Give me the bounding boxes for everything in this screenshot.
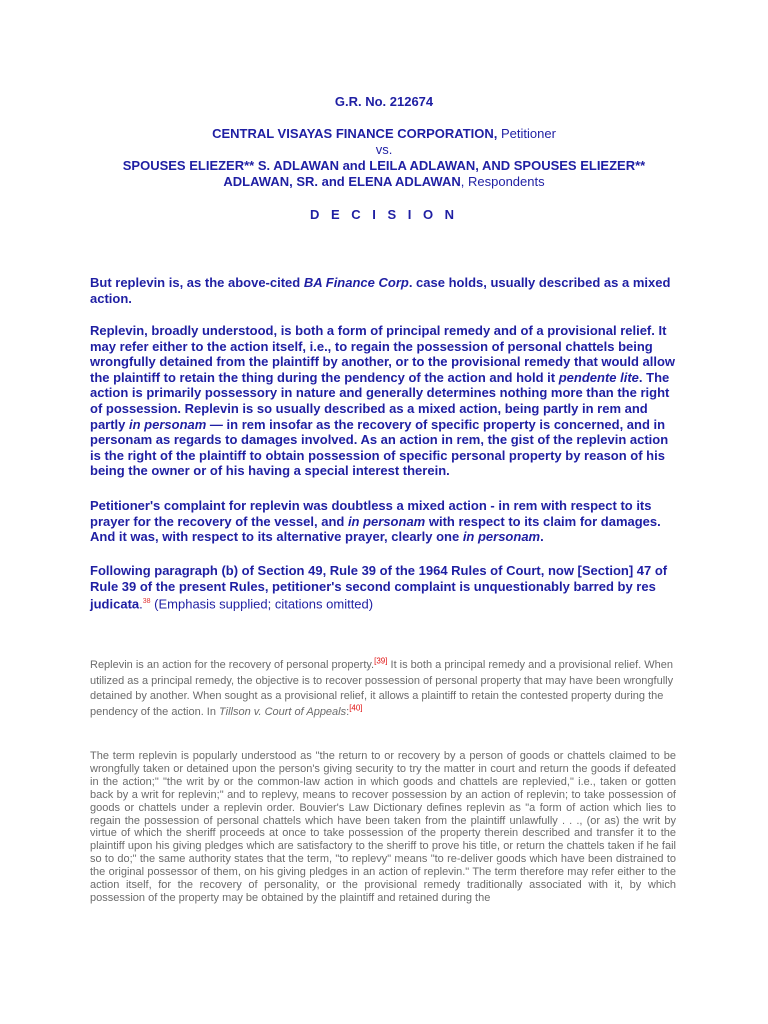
footnote-marker[interactable]: 38 (142, 598, 151, 606)
body-paragraph-2: The term replevin is popularly understood as "the return to or recovery by a person of goods or chattels claimed to be wrongfully taken or detained upon the person's giving security to try the matter in court and return the goods if defeated in the action;" "the writ by or the common-law action in which goods and chattels are replevied," i.e., taken or gotten back by a writ for replevin;" and to replevy, means to recover possession by an action of replevin; to take possession of goods or chattels under a replevin order. Bouvier's Law Dictionary defines replevin as "a form of action which lies to regain the possession of personal chattels which have been taken from the plaintiff unlawfully . . ., (or as) the writ by virtue of which the sheriff proceeds at once to take possession of the property therein described and transfer it to the plaintiff upon his giving pledges which are satisfactory to the sheriff to prove his title, or return the chattels taken if he fail so to do;" the same authority states that the term, "to replevy" means "to re-deliver goods which have been distrained to the original possessor of them, on his giving pledges in an action of replevin." The term therefore may refer either to the action itself, for the recovery of personality, or the provisional remedy traditionally associated with it, by which possession of the property may be obtained by the plaintiff and retained during the (90, 750, 676, 904)
quote-text: — in rem insofar as the recovery of specific property is concerned, and in personam as regards to damages involved. As an action in rem, the gist of the replevin action is the right of the plaintiff to obtain possession of specific personal property by reason of his being the owner or of his having a special interest therein. (90, 416, 669, 479)
latin-term: in personam (462, 529, 541, 545)
quote-paragraph-4 (90, 563, 680, 612)
footnote-link[interactable]: [39] (374, 656, 388, 666)
respondents-name-1: SPOUSES ELIEZER** S. ADLAWAN and LEILA ADLAWAN, AND SPOUSES ELIEZER** (122, 158, 646, 173)
footnote-link[interactable]: [40] (349, 703, 363, 713)
respondents-line-1 (0, 158, 768, 174)
quote-text: But replevin is, as the above-cited (90, 275, 304, 290)
body-text: It is both a principal remedy and a provisional relief. When utilized as a principal remedy, the objective is to recover possession of personal property that may have been wrongfully detained by another. When sought as a provisional relief, it allows a plaintiff to retain the contested property during the pendency of the action. In (90, 659, 674, 718)
latin-term: pendente lite (558, 369, 639, 385)
quote-text: Petitioner's complaint for replevin was doubtless a mixed action - in rem with respect to its prayer for the recovery of the vessel, and (90, 498, 652, 529)
respondents-line-2 (0, 174, 768, 190)
quote-text: . The action is primarily possessory in nature and generally determines nothing more than the right of possession. Replevin is so usually described as a mixed action, being partly in rem and partly (90, 369, 670, 432)
quote-paragraph-1 (90, 275, 680, 306)
case-citation: Tillson v. Court of Appeals (219, 705, 347, 718)
body-text: : (346, 705, 350, 718)
quote-text: Following paragraph (b) of Section 49, Rule 39 of the 1964 Rules of Court, now [Section] 47 of Rule 39 of the present Rules, petitioner's second complaint is unquestionably barred by res judicata (90, 563, 668, 612)
quote-paragraph-3 (90, 498, 680, 545)
quote-text: . (540, 529, 544, 545)
emphasis-note: (Emphasis supplied; citations omitted) (150, 596, 374, 612)
case-caption (0, 126, 768, 190)
versus-label: vs. (375, 142, 393, 157)
quote-text: Replevin, broadly understood, is both a form of principal remedy and of a provisional relief. It may refer either to the action itself, i.e., to regain the possession of personal chattels being wrongfully detained from the plaintiff by another, or to the provisional remedy that would allow the plaintiff to retain the thing during the pendency of the action and hold it (90, 323, 676, 385)
decision-title: D E C I S I O N (309, 207, 459, 222)
quote-text: . (139, 596, 143, 612)
quote-text: . case holds, usually described as a mixed action. (90, 275, 671, 306)
petitioner-name: CENTRAL VISAYAS FINANCE CORPORATION, (212, 126, 498, 141)
body-paragraph-1 (90, 658, 676, 720)
petitioner-line (0, 126, 768, 142)
respondents-role: , Respondents (460, 174, 545, 189)
latin-term: in personam (347, 513, 426, 529)
latin-term: in personam (129, 416, 207, 432)
respondents-name-2: ADLAWAN, SR. and ELENA ADLAWAN (223, 174, 461, 189)
quote-paragraph-2 (90, 323, 680, 479)
case-citation: BA Finance Corp (303, 275, 409, 290)
case-number: G.R. No. 212674 (334, 94, 434, 109)
body-text: Replevin is an action for the recovery of personal property. (90, 659, 375, 671)
petitioner-role: Petitioner (497, 126, 556, 141)
quote-text: with respect to its claim for damages. And it was, with respect to its alternative prayer, clearly one (90, 513, 661, 545)
